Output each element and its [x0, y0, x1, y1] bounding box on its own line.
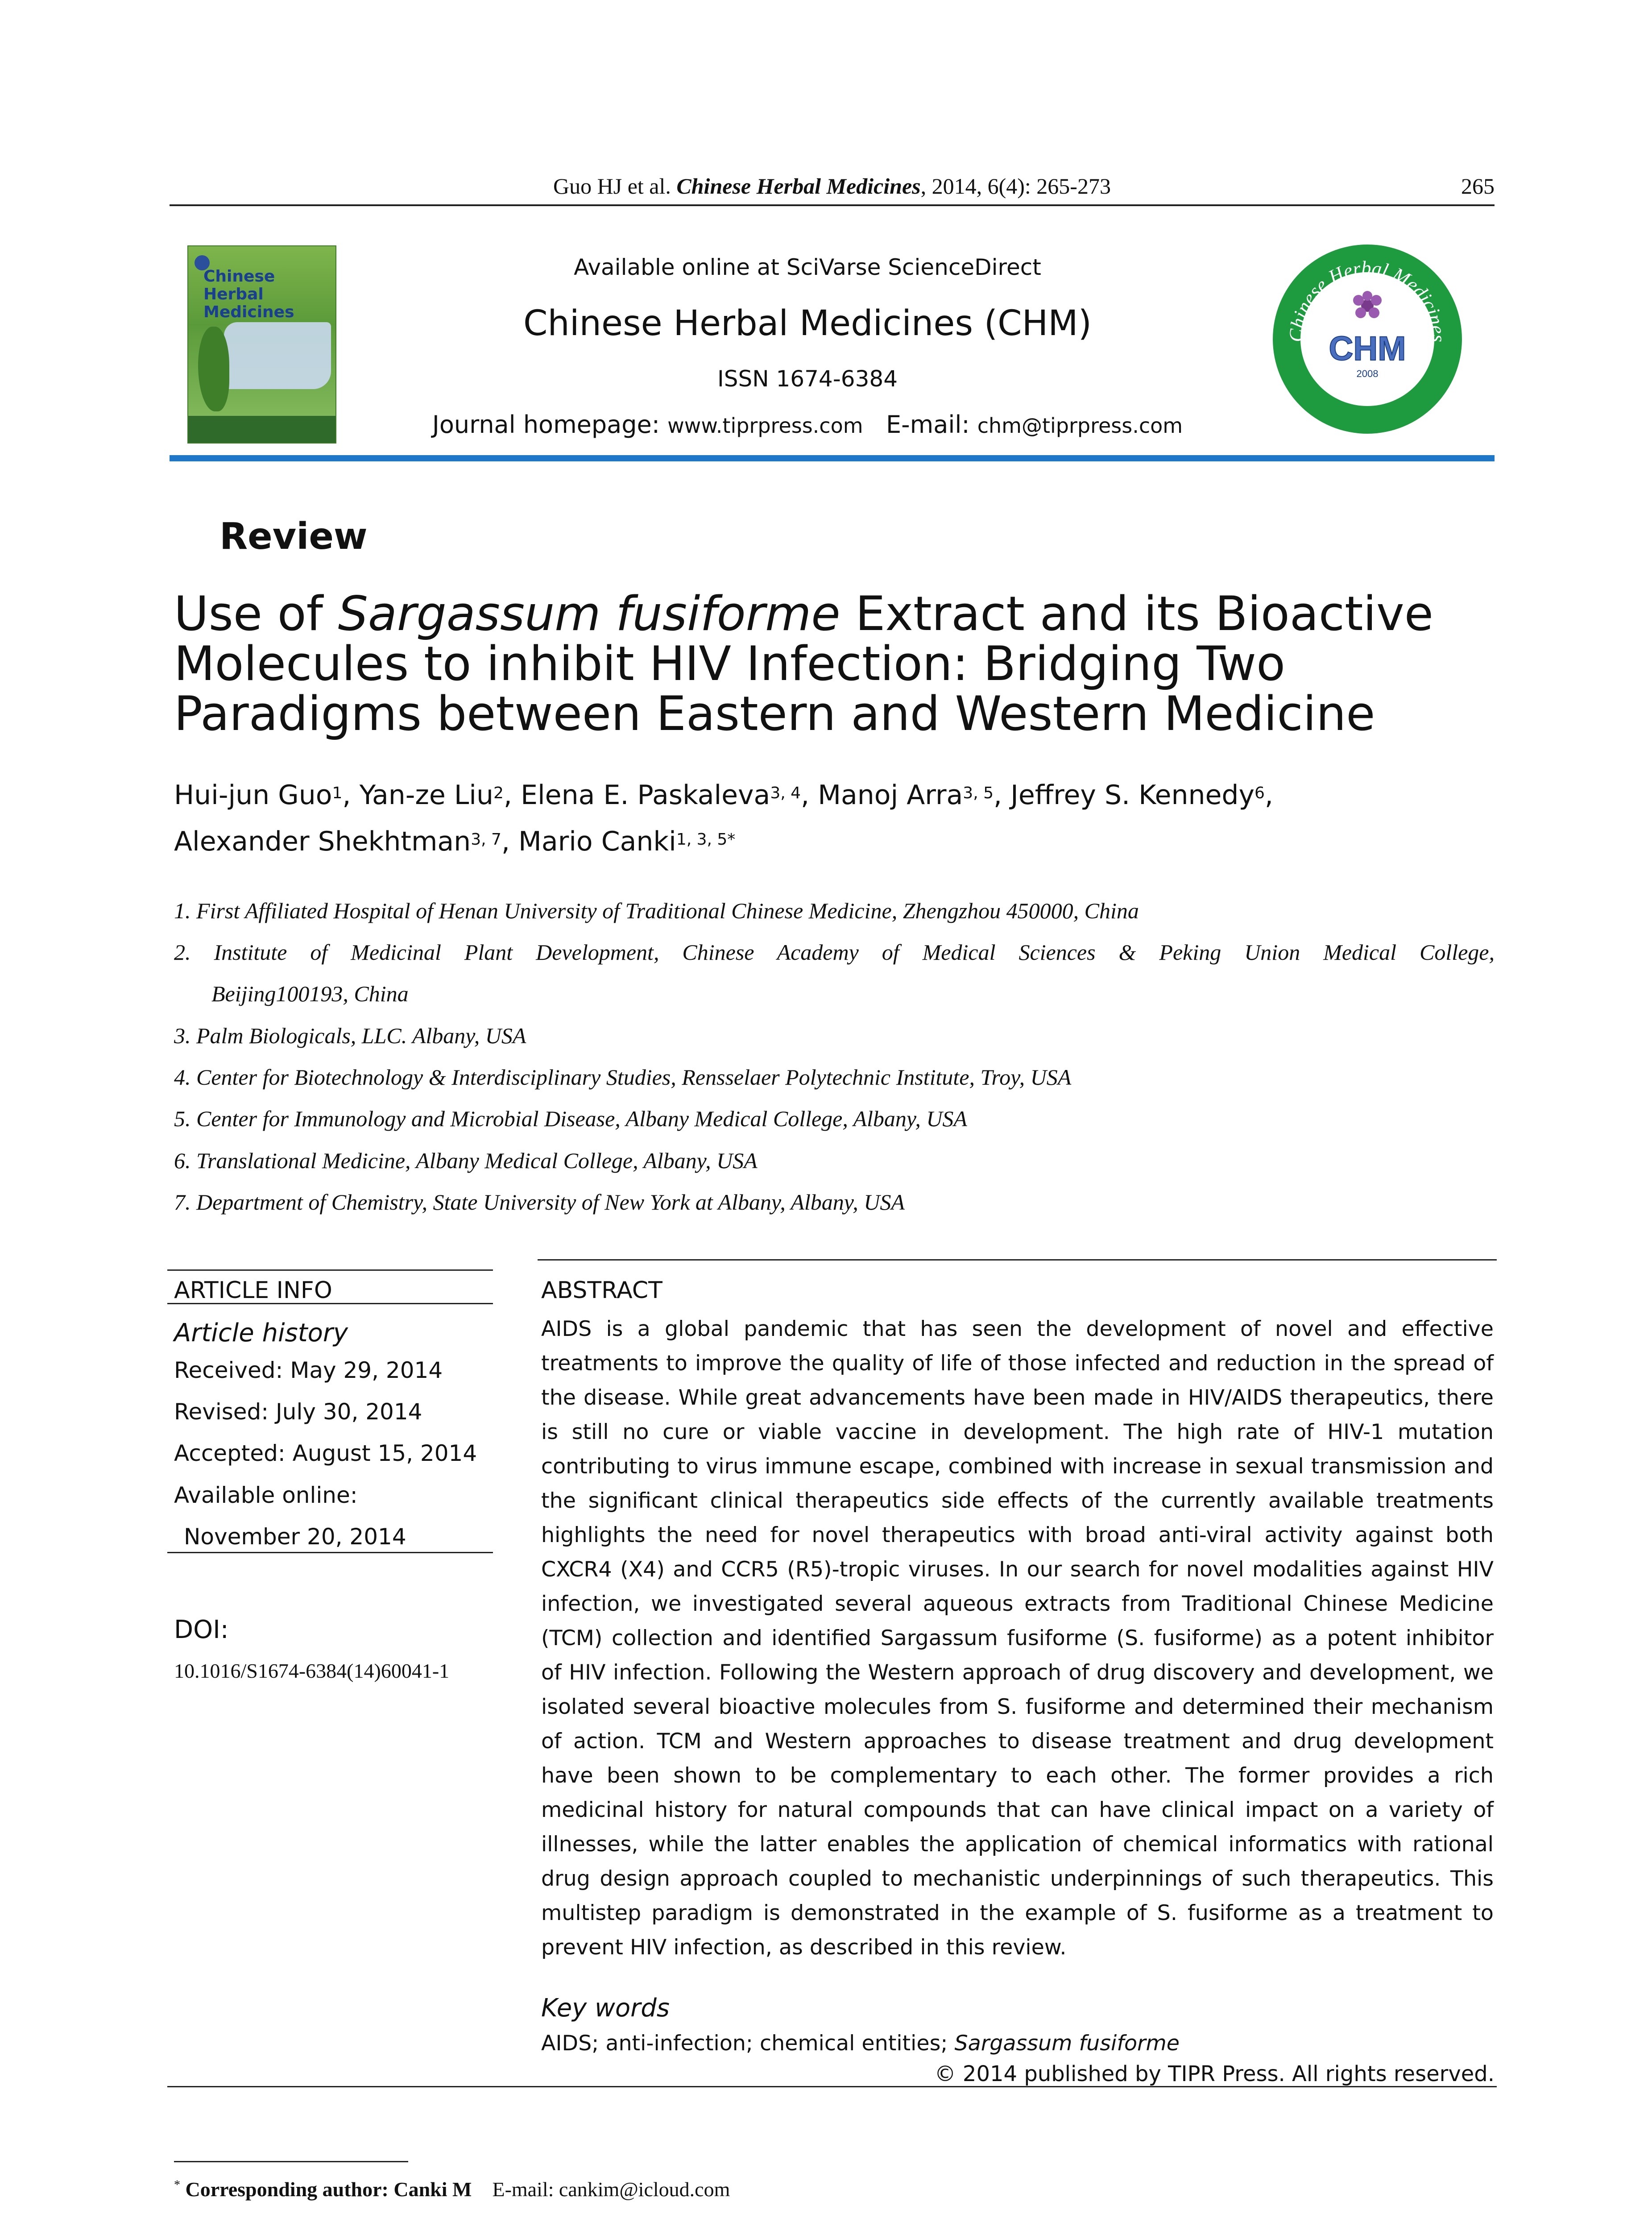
cover-plant-graphic — [198, 327, 229, 411]
doi-link[interactable]: 10.1016/S1674-6384(14)60041-1 — [174, 1659, 450, 1682]
citation-line — [170, 173, 1495, 199]
keywords-heading: Key words — [541, 1994, 670, 2023]
running-header — [170, 173, 1495, 204]
homepage-label: Journal homepage: — [432, 411, 668, 439]
doi-label: DOI: — [174, 1615, 229, 1644]
seal-year: 2008 — [1356, 368, 1379, 379]
citation-prefix: Guo HJ et al. — [553, 174, 677, 199]
title-line-1: Use of Sargassum fusiforme Extract and its Bioactive — [174, 586, 1433, 641]
citation-journal: Chinese Herbal Medicines — [676, 174, 921, 199]
abstract-text: AIDS is a global pandemic that has seen the development of novel and effective treatments to improve the quality of life of those infected and reduction in the spread of the disease. While great advancements have been made in HIV/AIDS therapeutics, there is still no cure or viable vaccine in development. The high rate of HIV-1 mutation contributing to virus immune escape, combined with increase in sexual transmission and the significant clinical therapeutics side effects of the currently available treatments highlights the need for novel therapeutics with broad anti-viral activity against both CXCR4 (X4) and CCR5 (R5)-tropic viruses. In our search for novel modalities against HIV infection, we investigated several aqueous extracts from Traditional Chinese Medicine (TCM) collection and identified Sargassum fusiforme (S. fusiforme) as a potent inhibitor of HIV infection. Following the Western approach of drug discovery and development, we isolated several bioactive molecules from S. fusiforme and determined their mechanism of action. TCM and Western approaches to disease treatment and drug development have been shown to be complementary to each other. The former provides a rich medicinal history for natural compounds that can have clinical impact on a variety of illnesses, while the latter enables the application of chemical informatics with rational drug design approach coupled to mechanistic underpinnings of such therapeutics. This multistep paradigm is demonstrated in the example of S. fusiforme as a treatment to prevent HIV infection, as described in this review. — [541, 1317, 1494, 1960]
keywords-list — [541, 2031, 1180, 2056]
journal-cover-image — [187, 245, 336, 444]
author-affiliation: 1, 3, 5* — [676, 830, 736, 849]
revised-date: Revised: July 30, 2014 — [174, 1399, 422, 1425]
keywords-plain: AIDS; anti-infection; chemical entities; — [541, 2031, 955, 2056]
author: Yan-ze Liu — [359, 780, 494, 811]
journal-email-link[interactable]: chm@tiprpress.com — [977, 414, 1183, 438]
author-affiliation: 2 — [493, 784, 504, 802]
affiliation-item: 2. Institute of Medicinal Plant Development, Chinese Academy of Medical Sciences & Peking Union Medical College, — [174, 940, 1495, 965]
title-line-3: Paradigms between Eastern and Western Medicine — [174, 686, 1375, 741]
seal-center-text: CHM — [1329, 330, 1406, 368]
cover-map-graphic — [224, 322, 331, 389]
author: Elena E. Paskaleva — [521, 780, 770, 811]
abstract-heading: ABSTRACT — [541, 1277, 662, 1304]
corresponding-email-link[interactable]: E-mail: cankim@icloud.com — [492, 2178, 730, 2201]
author: Hui-jun Guo — [174, 780, 332, 811]
author-affiliation: 3, 4 — [770, 784, 801, 802]
section-label: Review — [219, 515, 368, 558]
seal-ring-text: Chinese Herbal Medicines — [1285, 257, 1450, 343]
issn: ISSN 1674-6384 — [717, 366, 898, 392]
author: Manoj Arra — [818, 780, 963, 811]
article-history-label: Article history — [174, 1319, 348, 1348]
author-affiliation: 1 — [332, 784, 343, 802]
email-label: E-mail: — [886, 411, 977, 439]
article-title — [174, 586, 1490, 741]
citation-suffix: , 2014, 6(4): 265-273 — [920, 174, 1111, 199]
title-line-2: Molecules to inhibit HIV Infection: Bridging Two — [174, 636, 1285, 691]
accepted-date: Accepted: August 15, 2014 — [174, 1440, 477, 1466]
journal-homepage-line — [428, 411, 1187, 439]
article-info-heading: ARTICLE INFO — [174, 1277, 332, 1304]
affiliation-item: 1. First Affiliated Hospital of Henan University of Traditional Chinese Medicine, Zhengzhou 450000, China — [174, 898, 1139, 923]
affiliation-item: 6. Translational Medicine, Albany Medical College, Albany, USA — [174, 1148, 758, 1173]
author: Jeffrey S. Kennedy — [1010, 780, 1255, 811]
homepage-link[interactable]: www.tiprpress.com — [667, 414, 863, 438]
author-affiliation: 6 — [1255, 784, 1265, 802]
author: Mario Canki — [518, 826, 676, 857]
affiliation-item: 5. Center for Immunology and Microbial Disease, Albany Medical College, Albany, USA — [174, 1106, 967, 1131]
abstract-top-rule — [538, 1259, 1497, 1261]
affiliation-item: 3. Palm Biologicals, LLC. Albany, USA — [174, 1023, 526, 1048]
chm-seal-logo — [1271, 243, 1463, 435]
author-affiliation: 3, 7 — [471, 830, 501, 849]
footnote-marker: * — [174, 2178, 180, 2192]
author-list: Hui-jun Guo$^1$, Yan-ze Liu$^2$, Elena E. Paskaleva$^{3, 4}$, Manoj Arra$^{3, 5}$, Jeffrey S. Kennedy$^6$, Alexander Shekhtman$^{3, 7}$, Mario Canki$^{1, 3, 5*}$ — [174, 780, 1273, 857]
keywords-species: Sargassum fusiforme — [954, 2031, 1180, 2056]
affiliation-item: 7. Department of Chemistry, State University of New York at Albany, Albany, USA — [174, 1190, 905, 1215]
seal-bottom-text: TIPR PRESS — [1318, 373, 1417, 408]
cover-title: Chinese Herbal Medicines — [203, 267, 294, 321]
article-history-rule — [167, 1552, 493, 1553]
available-online: Available online at SciVarse ScienceDirect — [574, 254, 1041, 280]
page-number: 265 — [1461, 174, 1495, 199]
affiliation-item: 4. Center for Biotechnology & Interdisciplinary Studies, Rensselaer Polytechnic Institute, Troy, USA — [174, 1065, 1072, 1090]
received-date: Received: May 29, 2014 — [174, 1357, 443, 1383]
available-online-date: November 20, 2014 — [184, 1524, 406, 1550]
corresponding-author-footnote — [174, 2177, 730, 2201]
available-online-label: Available online: — [174, 1482, 358, 1508]
corresponding-author-label: Corresponding author: Canki M — [185, 2178, 472, 2201]
footnote-rule — [174, 2161, 408, 2162]
author: Alexander Shekhtman — [174, 826, 471, 857]
copyright-notice: © 2014 published by TIPR Press. All rights reserved. — [934, 2061, 1495, 2086]
title-species-name: Sargassum fusiforme — [338, 586, 840, 641]
cover-footer-strip — [188, 416, 335, 443]
journal-name: Chinese Herbal Medicines (CHM) — [523, 303, 1092, 344]
masthead-rule — [170, 455, 1495, 461]
author-affiliation: 3, 5 — [963, 784, 994, 802]
article-info-top-rule — [167, 1269, 493, 1271]
affiliation-item-continued: Beijing100193, China — [211, 981, 409, 1006]
header-rule — [170, 204, 1495, 206]
